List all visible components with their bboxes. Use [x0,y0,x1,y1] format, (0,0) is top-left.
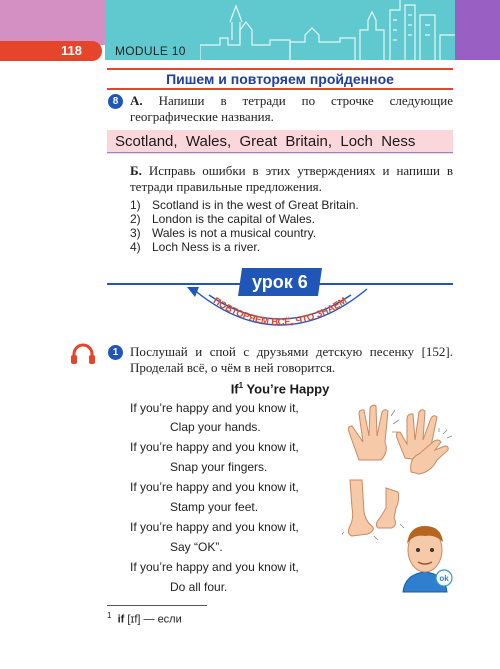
section-title: Пишем и повторяем пройденное [166,71,394,87]
statement-1 [130,198,359,212]
statement-3 [130,226,316,240]
ok-bubble-text: ok [439,574,449,583]
lesson-badge-text: урок 6 [252,272,308,292]
footnote-rule [107,605,207,606]
geographic-names: Scotland, Wales, Great Britain, Loch Ness [115,133,416,150]
exercise-8b-label: Б. [130,163,142,178]
lesson-arc-text: ПОВТОРЯЕМ ВСЁ, ЧТО ЗНАЕМ [210,295,350,329]
module-label: MODULE 10 [115,44,186,58]
statement-4-text: Loch Ness is a river. [152,240,261,254]
city-skyline-illustration [200,0,455,60]
lyric-line-9: If you’re happy and you know it, [130,560,299,574]
footnote-word: if [117,613,125,626]
exercise-8a-text: Напиши в тетради по строчке следующие географические названия. [130,93,454,124]
song-title [210,378,350,397]
statement-3-text: Wales is not a musical country. [152,226,317,240]
statement-4-num: 4) [130,240,141,254]
statement-4 [130,240,260,254]
exercise-8b-text: Исправь ошибки в этих утверждениях и напиши в тетради правильные предложения. [130,163,454,194]
footnote-translation: [ɪf] — если [124,613,182,626]
song-title-word: If [230,381,239,397]
lyric-line-4: Snap your fingers. [170,460,268,474]
statement-2-num: 2) [130,212,141,226]
lyric-line-2: Clap your hands. [170,420,261,434]
lyric-line-8: Say “OK”. [170,540,223,554]
statement-2 [130,212,315,226]
lesson-arc-banner [185,285,375,345]
page-number-tab [0,41,102,61]
boy-face-illustration [395,520,455,598]
header-pink-band [0,0,105,45]
lyric-line-7: If you’re happy and you know it, [130,520,299,534]
statement-1-num: 1) [130,198,141,212]
exercise-1-number: 1 [108,345,123,360]
exercise-8b-instruction [130,163,453,195]
footnote-mark: 1 [107,611,112,620]
lyric-line-3: If you’re happy and you know it, [130,440,299,454]
exercise-1-instruction: Послушай и спой с друзьями детскую песенку [152]. Проделай всё, о чём в ней говорится. [130,344,453,375]
exercise-8a-instruction [130,93,453,125]
lyric-line-10: Do all four. [170,580,228,594]
footnote [107,609,182,627]
page-number: 118 [61,43,82,58]
statement-3-num: 3) [130,226,141,240]
geographic-names-underline [107,152,453,153]
lyric-line-5: If you’re happy and you know it, [130,480,299,494]
snapping-fingers-illustration [405,428,453,478]
lyric-line-6: Stamp your feet. [170,500,259,514]
header-purple-band [455,0,500,60]
lyric-line-1: If you’re happy and you know it, [130,401,299,415]
statement-1-text: Scotland is in the west of Great Britain. [152,198,359,212]
headphones-icon [70,343,96,365]
song-title-rest: You’re Happy [243,381,330,397]
exercise-8-number: 8 [108,94,123,109]
section-rule-bottom [107,88,453,90]
statement-2-text: London is the capital of Wales. [152,212,315,226]
song-title-footnote-mark: 1 [238,381,244,390]
exercise-8a-label: А. [130,93,143,108]
